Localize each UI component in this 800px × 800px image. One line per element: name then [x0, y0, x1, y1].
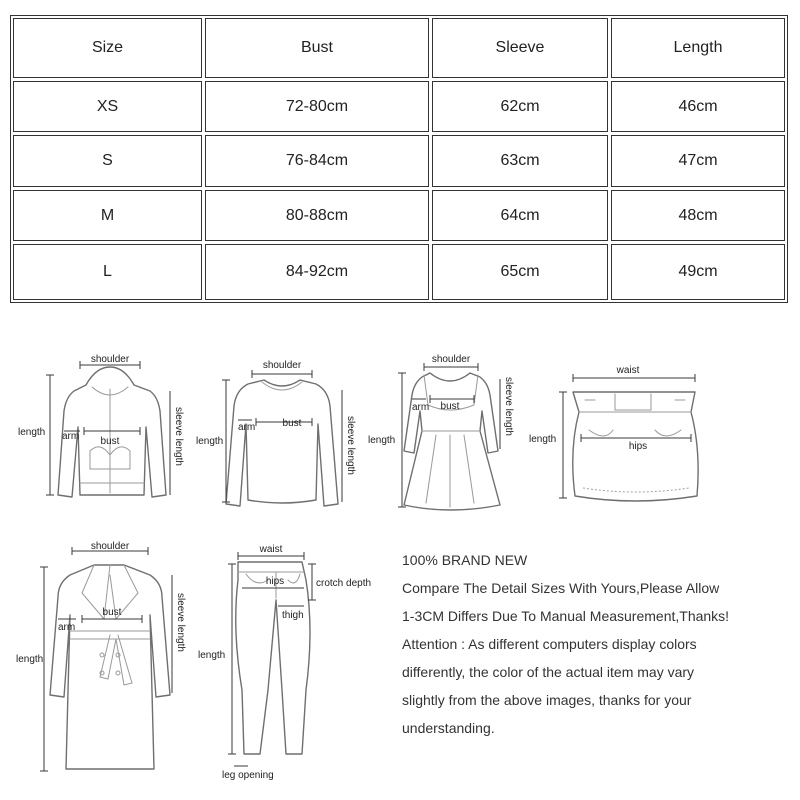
length-label: length	[18, 427, 46, 438]
length-label: length	[16, 654, 44, 665]
bust-label: bust	[100, 436, 120, 447]
table-header-cell: Size	[13, 18, 202, 78]
table-cell: M	[13, 190, 202, 241]
thigh-label: thigh	[282, 610, 304, 621]
measurement-note: 1-3CM Differs Due To Manual Measurement,Thanks!	[402, 608, 730, 624]
arm-label: arm	[58, 622, 76, 633]
waist-label: waist	[616, 365, 640, 376]
coat-diagram	[0, 535, 200, 780]
sleeve-length-label: sleeve length	[173, 407, 184, 466]
dress-diagram	[362, 345, 532, 520]
table-cell: 65cm	[432, 244, 608, 300]
table-cell: 72-80cm	[205, 81, 429, 132]
bust-label: bust	[440, 401, 460, 412]
table-header-cell: Sleeve	[432, 18, 608, 78]
bust-label: bust	[282, 418, 302, 429]
table-cell: 64cm	[432, 190, 608, 241]
arm-label: arm	[62, 431, 80, 442]
size-chart-table	[10, 15, 788, 303]
table-cell: S	[13, 135, 202, 187]
skirt-diagram	[525, 360, 715, 520]
length-label: length	[368, 435, 396, 446]
table-cell: XS	[13, 81, 202, 132]
bust-label: bust	[102, 607, 122, 618]
sleeve-length-label: sleeve length	[503, 377, 514, 436]
hips-label: hips	[628, 441, 648, 452]
table-cell: 49cm	[611, 244, 785, 300]
table-cell: 76-84cm	[205, 135, 429, 187]
arm-label: arm	[412, 402, 430, 413]
table-cell: 62cm	[432, 81, 608, 132]
color-attention-note: understanding.	[402, 720, 495, 736]
length-label: length	[198, 650, 226, 661]
shoulder-label: shoulder	[262, 360, 302, 371]
pants-diagram	[190, 540, 390, 785]
table-cell: 48cm	[611, 190, 785, 241]
hips-label: hips	[265, 576, 285, 587]
table-header-cell: Bust	[205, 18, 429, 78]
arm-label: arm	[238, 422, 256, 433]
table-cell: 80-88cm	[205, 190, 429, 241]
shoulder-label: shoulder	[431, 354, 471, 365]
sweater-diagram	[192, 350, 372, 520]
table-cell: 84-92cm	[205, 244, 429, 300]
sleeve-length-label: sleeve length	[175, 593, 186, 652]
sleeve-length-label: sleeve length	[345, 416, 356, 475]
table-header-cell: Length	[611, 18, 785, 78]
table-cell: 46cm	[611, 81, 785, 132]
measurement-note: Compare The Detail Sizes With Yours,Please Allow	[402, 580, 720, 596]
table-cell: 47cm	[611, 135, 785, 187]
waist-label: waist	[259, 544, 283, 555]
hoodie-diagram	[0, 345, 200, 515]
table-cell: 63cm	[432, 135, 608, 187]
length-label: length	[196, 436, 224, 447]
length-label: length	[529, 434, 557, 445]
crotch-depth-label: crotch depth	[316, 578, 372, 589]
table-cell: L	[13, 244, 202, 300]
color-attention-note: differently, the color of the actual item may vary	[402, 664, 695, 680]
color-attention-note: slightly from the above images, thanks for your	[402, 692, 692, 708]
color-attention-note: Attention : As different computers display colors	[402, 636, 697, 652]
shoulder-label: shoulder	[90, 354, 130, 365]
product-notes	[402, 546, 794, 742]
brand-new-note: 100% BRAND NEW	[402, 552, 528, 568]
shoulder-label: shoulder	[90, 541, 130, 552]
leg-opening-label: leg opening	[222, 770, 274, 781]
